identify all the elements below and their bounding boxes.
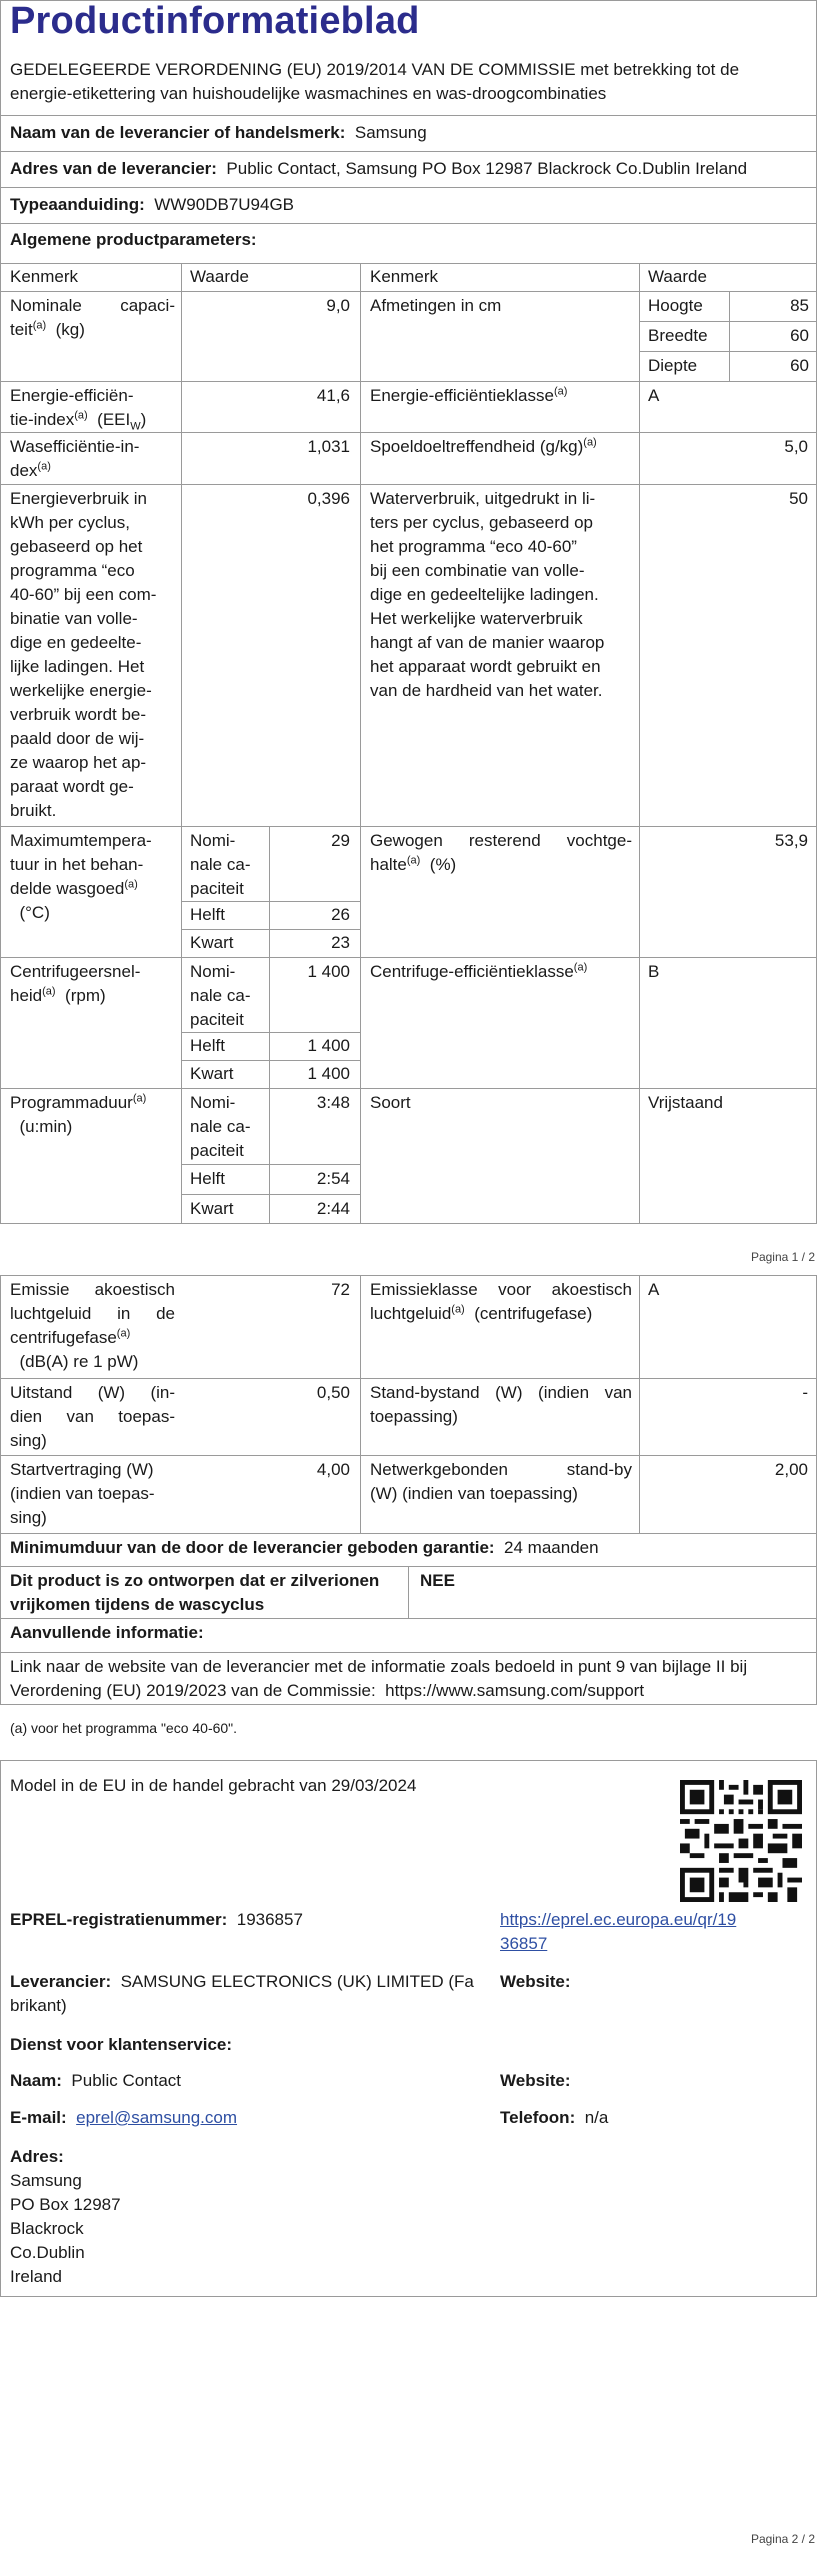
wash-efficiency-label: Wasefficiëntie-in- dex$^{(a)}$	[10, 437, 140, 480]
header-waarde-2: Waarde	[648, 267, 707, 286]
capacity-label: Nominale capaci- teit$^{(a)}$ (kg)	[10, 296, 175, 339]
spin-speed-label: Centrifugeersnel- heid$^{(a)}$ (rpm)	[10, 962, 141, 1005]
eei-value: 41,6	[316, 386, 350, 405]
contact-phone: Telefoon: n/a	[500, 2108, 609, 2127]
off-mode-value: 0,50	[316, 1383, 350, 1402]
qr-code-icon	[680, 1780, 802, 1902]
standby-value: -	[802, 1383, 808, 1402]
eprel-registration: EPREL-registratienummer: 1936857	[10, 1910, 303, 1929]
footnote: (a) voor het programma "eco 40-60".	[10, 1720, 238, 1736]
program-duration-label: Programmaduur$^{(a)}$ (u:min)	[10, 1092, 147, 1136]
header-kenmerk-2: Kenmerk	[370, 267, 439, 286]
capacity-value: 9,0	[326, 296, 350, 315]
temp-quarter-label: Kwart	[190, 933, 234, 952]
supplier-link-text: Link naar de website van de leverancier met de informatie zoals bedoeld in punt 9 van bijlage II bij Verordening (EU) 2019/2023 van de Commissie: https://www.samsung.com/support	[10, 1657, 748, 1700]
eprel-url-link[interactable]: https://eprel.ec.europa.eu/qr/19 36857	[500, 1910, 737, 1953]
dim-height-value: 85	[790, 296, 809, 315]
support-link[interactable]: https://www.samsung.com/support	[385, 1681, 645, 1700]
address-row: Adres van de leverancier: Public Contact, Samsung PO Box 12987 Blackrock Co.Dublin Ireland	[10, 159, 748, 178]
noise-class-label: Emissieklasse voor akoestisch luchtgeluid$^{(a)}$ (centrifugefase)	[370, 1280, 632, 1323]
spin-half-value: 1 400	[307, 1036, 350, 1055]
page-title: Productinformatieblad	[10, 0, 420, 42]
customer-service-heading: Dienst voor klantenservice:	[10, 2035, 233, 2054]
network-standby-label: Netwerkgebonden stand-by (W) (indien van toepassing)	[370, 1460, 632, 1503]
spin-quarter-label: Kwart	[190, 1064, 234, 1083]
silver-ions-label: Dit product is zo ontworpen dat er zilverionen vrijkomen tijdens de wascyclus	[10, 1571, 380, 1614]
rinse-value: 5,0	[784, 437, 808, 456]
eprel-supplier: Leverancier: SAMSUNG ELECTRONICS (UK) LIMITED (Fa brikant)	[10, 1972, 474, 2015]
standby-label: Stand-bystand (W) (indien van toepassing)	[370, 1383, 632, 1426]
off-mode-label: Uitstand (W) (in- dien van toepas- sing)	[10, 1383, 175, 1450]
page-number-2: Pagina 2 / 2	[750, 2532, 815, 2546]
prog-nominal-value: 3:48	[316, 1093, 350, 1112]
supplier-row: Naam van de leverancier of handelsmerk: Samsung	[10, 123, 427, 142]
spin-quarter-value: 1 400	[307, 1064, 350, 1083]
temp-half-label: Helft	[190, 905, 225, 924]
temp-nominal-value: 29	[331, 831, 350, 850]
silver-ions-value: NEE	[420, 1571, 455, 1590]
energy-class-label: Energie-efficiëntieklasse$^{(a)}$	[370, 385, 568, 405]
delay-start-label: Startvertraging (W) (indien van toepas- sing)	[10, 1460, 155, 1527]
energy-class-value: A	[648, 386, 660, 405]
water-consumption-value: 50	[789, 489, 808, 508]
energy-consumption-label: Energieverbruik in kWh per cyclus, gebaseerd op het programma “eco 40-60” bij een com- binatie van volle- dige en gedeelte- lijke ladingen. Het werkelijke energie- verbruik wordt be- paald door de wij- ze waarop het ap- paraat wordt ge- bruikt.	[10, 489, 157, 820]
contact-email: E-mail: eprel@samsung.com	[10, 2108, 238, 2127]
water-consumption-label: Waterverbruik, uitgedrukt in li- ters per cyclus, gebaseerd op het programma “eco 40-60” bij een combinatie van volle- dige en gedeeltelijke ladingen. Het werkelijke waterverbruik hangt af van de manier waarop het apparaat wordt gebruikt en van de hardheid van het water.	[370, 489, 605, 700]
page-number-1: Pagina 1 / 2	[750, 1250, 815, 1264]
moisture-value: 53,9	[774, 831, 808, 850]
header-waarde-1: Waarde	[190, 267, 249, 286]
noise-class-value: A	[648, 1280, 660, 1299]
prog-nominal-label: Nomi- nale ca- paciteit	[190, 1093, 251, 1160]
noise-value: 72	[331, 1280, 350, 1299]
temp-half-value: 26	[331, 905, 350, 924]
noise-label: Emissie akoestisch luchtgeluid in de centrifugefase$^{(a)}$ (dB(A) re 1 pW)	[10, 1280, 175, 1371]
dim-depth-label: Diepte	[648, 356, 698, 375]
contact-name: Naam: Public Contact	[10, 2071, 182, 2090]
eei-label: Energie-efficiën- tie-index$^{(a)}$ $(EEI_W)$	[10, 386, 147, 433]
dim-width-label: Breedte	[648, 326, 708, 345]
delay-start-value: 4,00	[316, 1460, 350, 1479]
prog-half-label: Helft	[190, 1169, 225, 1188]
spin-nominal-value: 1 400	[307, 962, 350, 981]
prog-quarter-label: Kwart	[190, 1199, 234, 1218]
header-kenmerk-1: Kenmerk	[10, 267, 79, 286]
email-link[interactable]: eprel@samsung.com	[76, 2108, 238, 2127]
wash-efficiency-value: 1,031	[307, 437, 350, 456]
general-params-heading: Algemene productparameters:	[10, 230, 257, 249]
spin-half-label: Helft	[190, 1036, 225, 1055]
temperature-label: Maximumtempera- tuur in het behan- delde wasgoed$^{(a)}$ (°C)	[10, 831, 152, 922]
moisture-label: Gewogen resterend vochtge- halte$^{(a)}$ (%)	[370, 831, 632, 874]
prog-half-value: 2:54	[316, 1169, 350, 1188]
dim-depth-value: 60	[790, 356, 809, 375]
placed-on-market: Model in de EU in de handel gebracht van 29/03/2024	[10, 1776, 417, 1795]
temp-nominal-label: Nomi- nale ca- paciteit	[190, 831, 251, 898]
type-value: Vrijstaand	[648, 1093, 723, 1112]
rinse-label: Spoeldoeltreffendheid $(g/kg)^{(a)}$	[370, 436, 597, 456]
spin-class-value: B	[648, 962, 660, 981]
energy-consumption-value: 0,396	[307, 489, 350, 508]
warranty-row: Minimumduur van de door de leverancier geboden garantie: 24 maanden	[10, 1538, 599, 1557]
type-label: Soort	[370, 1093, 411, 1112]
network-standby-value: 2,00	[774, 1460, 808, 1479]
eprel-website-label: Website:	[500, 1972, 571, 1991]
contact-website-label: Website:	[500, 2071, 571, 2090]
regulation-text: GEDELEGEERDE VERORDENING (EU) 2019/2014 VAN DE COMMISSIE met betrekking tot de energie-etikettering van huishoudelijke wasmachines en was-droogcombinaties	[10, 60, 740, 103]
dim-height-label: Hoogte	[648, 296, 703, 315]
contact-address: Adres: Samsung PO Box 12987 Blackrock Co.Dublin Ireland	[10, 2147, 121, 2286]
spin-class-label: Centrifuge-efficiëntieklasse$^{(a)}$	[370, 961, 588, 981]
temp-quarter-value: 23	[331, 933, 350, 952]
model-row: Typeaanduiding: WW90DB7U94GB	[10, 195, 295, 214]
additional-info-heading: Aanvullende informatie:	[10, 1623, 204, 1642]
prog-quarter-value: 2:44	[316, 1199, 350, 1218]
dimensions-label: Afmetingen in cm	[370, 296, 502, 315]
spin-nominal-label: Nomi- nale ca- paciteit	[190, 962, 251, 1029]
dim-width-value: 60	[790, 326, 809, 345]
